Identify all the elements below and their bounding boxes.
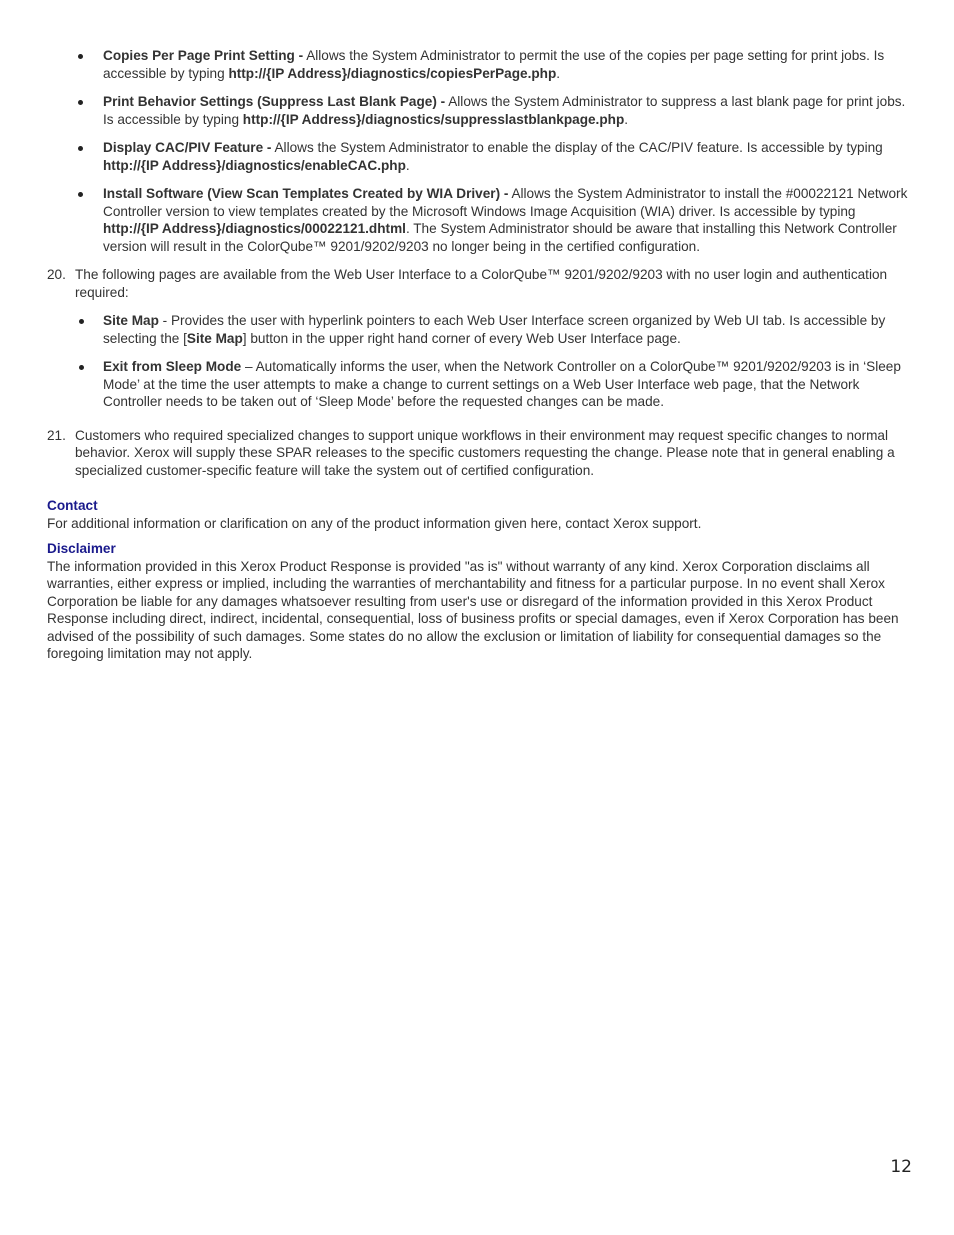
bullet-text: - Provides the user with hyperlink pointers to each Web User Interface screen organized by Web UI tab. Is accessible by selecting the [ <box>103 313 886 346</box>
bullet-url: http://{IP Address}/diagnostics/enableCAC.php <box>103 157 406 173</box>
bullet-text: Allows the System Administrator to enable the display of the CAC/PIV feature. Is accessible by typing <box>271 140 883 155</box>
disclaimer-heading: Disclaimer <box>47 541 116 556</box>
item-number: 20. <box>47 267 66 282</box>
contact-body: For additional information or clarification on any of the product information given here, contact Xerox support. <box>47 515 702 531</box>
contact-heading: Contact <box>47 498 98 513</box>
bullet-copies-per-page <box>103 47 913 82</box>
item-number: 21. <box>47 427 66 443</box>
public-pages-list <box>75 312 913 411</box>
diagnostics-bullet-list <box>47 47 913 255</box>
bullet-text-end: . The System Administrator should be aware that installing this Network Controller version will result in the ColorQube™ 9201/9202/9203 no longer being in the certified configuration. <box>103 221 897 254</box>
numbered-item-20 <box>47 266 913 411</box>
bullet-url: http://{IP Address}/diagnostics/copiesPerPage.php <box>228 65 557 81</box>
bullet-title: Print Behavior Settings (Suppress Last Blank Page) - <box>103 94 446 109</box>
bullet-text-end: . <box>624 111 629 127</box>
bullet-text: Allows the System Administrator to install the #00022121 Network Controller version to view templates created by the Microsoft Windows Image Acquisition (WIA) driver. Is accessible by typing <box>103 186 908 219</box>
site-map-button-label: Site Map <box>186 330 243 346</box>
bullet-exit-sleep-mode <box>103 358 913 411</box>
bullet-suppress-blank-page <box>103 93 913 128</box>
bullet-text: – Automatically informs the user, when the Network Controller on a ColorQube™ 9201/9202/9203 is in ‘Sleep Mode’ at the time the user attempts to make a change to current settings on a Web User Interface web page, that the Network Controller needs to be taken out of ‘Sleep Mode’ before the requested changes can be made. <box>103 359 901 409</box>
page-number: 12 <box>890 1157 912 1177</box>
bullet-install-software <box>103 185 913 255</box>
document-page <box>47 47 913 663</box>
bullet-url: http://{IP Address}/diagnostics/suppresslastblankpage.php <box>242 111 625 127</box>
bullet-text: Allows the System Administrator to permit the use of the copies per page setting for print jobs. Is accessible by typing <box>103 48 885 81</box>
bullet-url: http://{IP Address}/diagnostics/00022121.dhtml <box>103 221 406 236</box>
bullet-title: Copies Per Page Print Setting - <box>103 48 304 63</box>
bullet-cac-piv <box>103 139 913 174</box>
bullet-text-end: ] button in the upper right hand corner of every Web User Interface page. <box>242 330 681 346</box>
bullet-title: Site Map <box>103 313 159 328</box>
bullet-text-end: . <box>556 65 561 81</box>
bullet-title: Display CAC/PIV Feature - <box>103 140 272 155</box>
bullet-site-map <box>103 312 913 347</box>
bullet-text-end: . <box>405 157 410 173</box>
numbered-item-21 <box>47 427 913 480</box>
bullet-title: Exit from Sleep Mode <box>103 359 242 374</box>
item-text: The following pages are available from the Web User Interface to a ColorQube™ 9201/9202/9203 with no user login and authentication required: <box>75 267 888 300</box>
bullet-text: Allows the System Administrator to suppress a last blank page for print jobs. Is accessible by typing <box>103 94 906 127</box>
bullet-title: Install Software (View Scan Templates Created by WIA Driver) - <box>103 186 509 201</box>
disclaimer-body: The information provided in this Xerox Product Response is provided "as is" without warranty of any kind. Xerox Corporation disclaims all warranties, either express or implied, including the warranties of merchantability and fitness for a particular purpose. In no event shall Xerox Corporation be liable for any damages whatsoever resulting from user's use or disregard of the information provided in this Xerox Product Response including direct, indirect, incidental, consequential, loss of business profits or special damages, even if Xerox Corporation has been advised of the possibility of such damages. Some states do no allow the exclusion or limitation of liability for consequential damages so the foregoing limitation may not apply. <box>47 558 899 661</box>
item-text: Customers who required specialized changes to support unique workflows in their environment may request specific changes to normal behavior. Xerox will supply these SPAR releases to the specific customers requesting the change. Please note that in general enabling a specialized customer-specific feature will take the system out of certified configuration. <box>75 427 895 478</box>
